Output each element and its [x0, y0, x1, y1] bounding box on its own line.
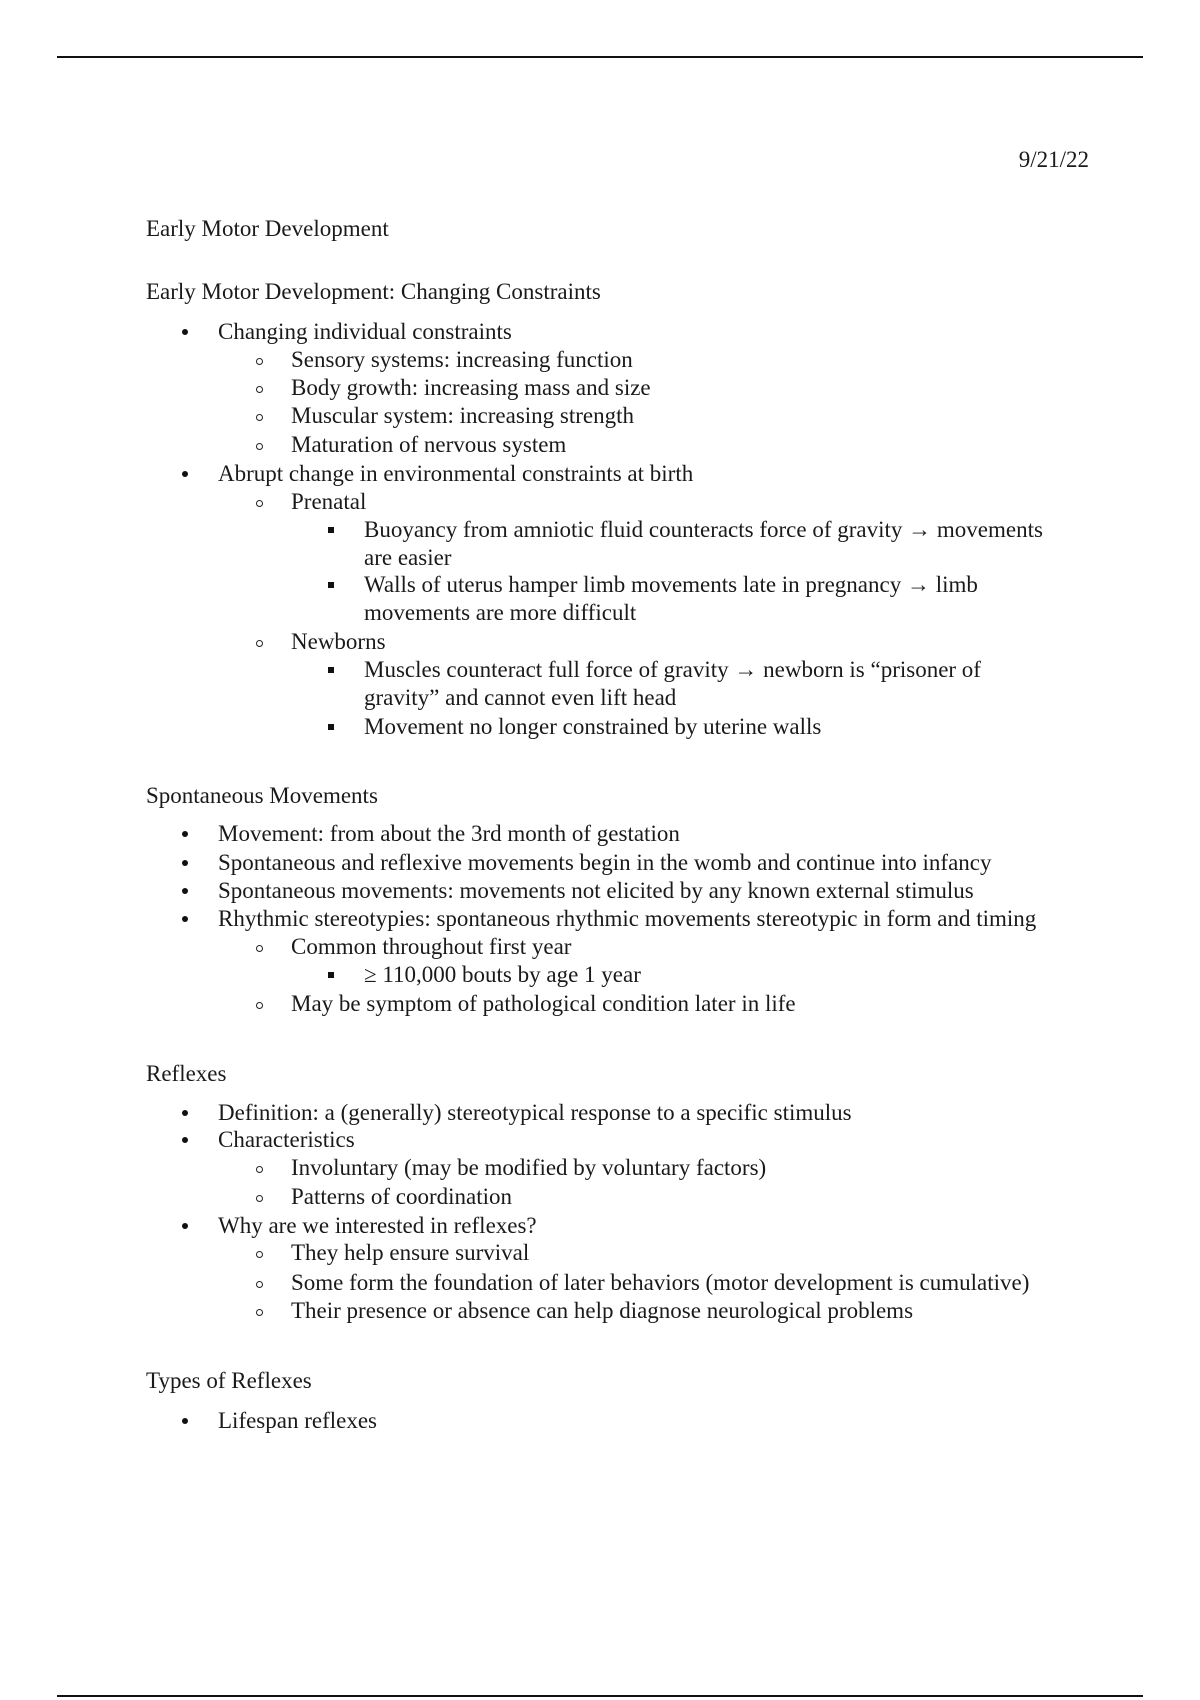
bullet-dot-icon [182, 1223, 188, 1229]
list-item: Newborns [291, 628, 386, 656]
list-item: Definition: a (generally) stereotypical response to a specific stimulus [218, 1099, 852, 1127]
bullet-circle-icon [256, 443, 263, 450]
list-item: Spontaneous and reflexive movements begin in the womb and continue into infancy [218, 849, 992, 877]
bullet-circle-icon [256, 945, 263, 952]
list-item: Sensory systems: increasing function [291, 346, 633, 374]
list-item: Prenatal [291, 488, 366, 516]
bullet-circle-icon [256, 1251, 263, 1258]
section-heading-reflexes: Reflexes [146, 1061, 227, 1086]
list-item: Spontaneous movements: movements not elicited by any known external stimulus [218, 877, 974, 905]
bullet-circle-icon [256, 1166, 263, 1173]
bullet-circle-icon [256, 358, 263, 365]
list-item-continuation: gravity” and cannot even lift head [364, 685, 677, 710]
bullet-circle-icon [256, 1309, 263, 1316]
list-item: Why are we interested in reflexes? [218, 1212, 537, 1240]
list-item: They help ensure survival [291, 1239, 529, 1267]
document-title: Early Motor Development [146, 216, 389, 241]
list-item: Characteristics [218, 1126, 355, 1154]
bullet-dot-icon [182, 1137, 188, 1143]
bullet-circle-icon [256, 640, 263, 647]
list-item: Their presence or absence can help diagnose neurological problems [291, 1297, 913, 1325]
list-item: Rhythmic stereotypies: spontaneous rhythmic movements stereotypic in form and timing [218, 905, 1036, 933]
section-heading-constraints: Early Motor Development: Changing Constraints [146, 279, 601, 304]
list-item: Abrupt change in environmental constraints at birth [218, 460, 693, 488]
list-item: Patterns of coordination [291, 1183, 512, 1211]
list-item: Movement no longer constrained by uterine walls [364, 713, 821, 741]
bullet-dot-icon [182, 888, 188, 894]
bullet-dot-icon [182, 916, 188, 922]
bullet-dot-icon [182, 471, 188, 477]
list-item: Walls of uterus hamper limb movements late in pregnancy → limb [364, 571, 978, 599]
list-item: Buoyancy from amniotic fluid counteracts force of gravity → movements [364, 516, 1043, 544]
bullet-circle-icon [256, 414, 263, 421]
list-item: Movement: from about the 3rd month of gestation [218, 820, 680, 848]
bullet-circle-icon [256, 500, 263, 507]
bullet-square-icon [328, 972, 334, 978]
bullet-circle-icon [256, 1281, 263, 1288]
bullet-dot-icon [182, 1110, 188, 1116]
list-item: Body growth: increasing mass and size [291, 374, 651, 402]
list-item: Involuntary (may be modified by voluntary factors) [291, 1154, 766, 1182]
section-heading-spontaneous: Spontaneous Movements [146, 783, 378, 808]
bullet-dot-icon [182, 329, 188, 335]
list-item: Changing individual constraints [218, 318, 512, 346]
list-item: Some form the foundation of later behaviors (motor development is cumulative) [291, 1269, 1029, 1297]
section-heading-types: Types of Reflexes [146, 1368, 312, 1393]
bullet-square-icon [328, 724, 334, 730]
list-item-continuation: are easier [364, 545, 452, 570]
bullet-circle-icon [256, 1195, 263, 1202]
bottom-rule [57, 1695, 1143, 1697]
bullet-square-icon [328, 527, 334, 533]
bullet-square-icon [328, 582, 334, 588]
bullet-square-icon [328, 667, 334, 673]
list-item: May be symptom of pathological condition later in life [291, 990, 796, 1018]
bullet-dot-icon [182, 860, 188, 866]
bullet-circle-icon [256, 1002, 263, 1009]
date: 9/21/22 [1018, 147, 1089, 172]
list-item: ≥ 110,000 bouts by age 1 year [364, 961, 641, 989]
list-item: Maturation of nervous system [291, 431, 566, 459]
list-item: Muscular system: increasing strength [291, 402, 634, 430]
list-item: Common throughout first year [291, 933, 571, 961]
list-item-continuation: movements are more difficult [364, 600, 637, 625]
list-item: Muscles counteract full force of gravity → newborn is “prisoner of [364, 656, 981, 684]
list-item: Lifespan reflexes [218, 1407, 377, 1435]
bullet-dot-icon [182, 1418, 188, 1424]
bullet-circle-icon [256, 386, 263, 393]
top-rule [57, 56, 1143, 58]
bullet-dot-icon [182, 831, 188, 837]
